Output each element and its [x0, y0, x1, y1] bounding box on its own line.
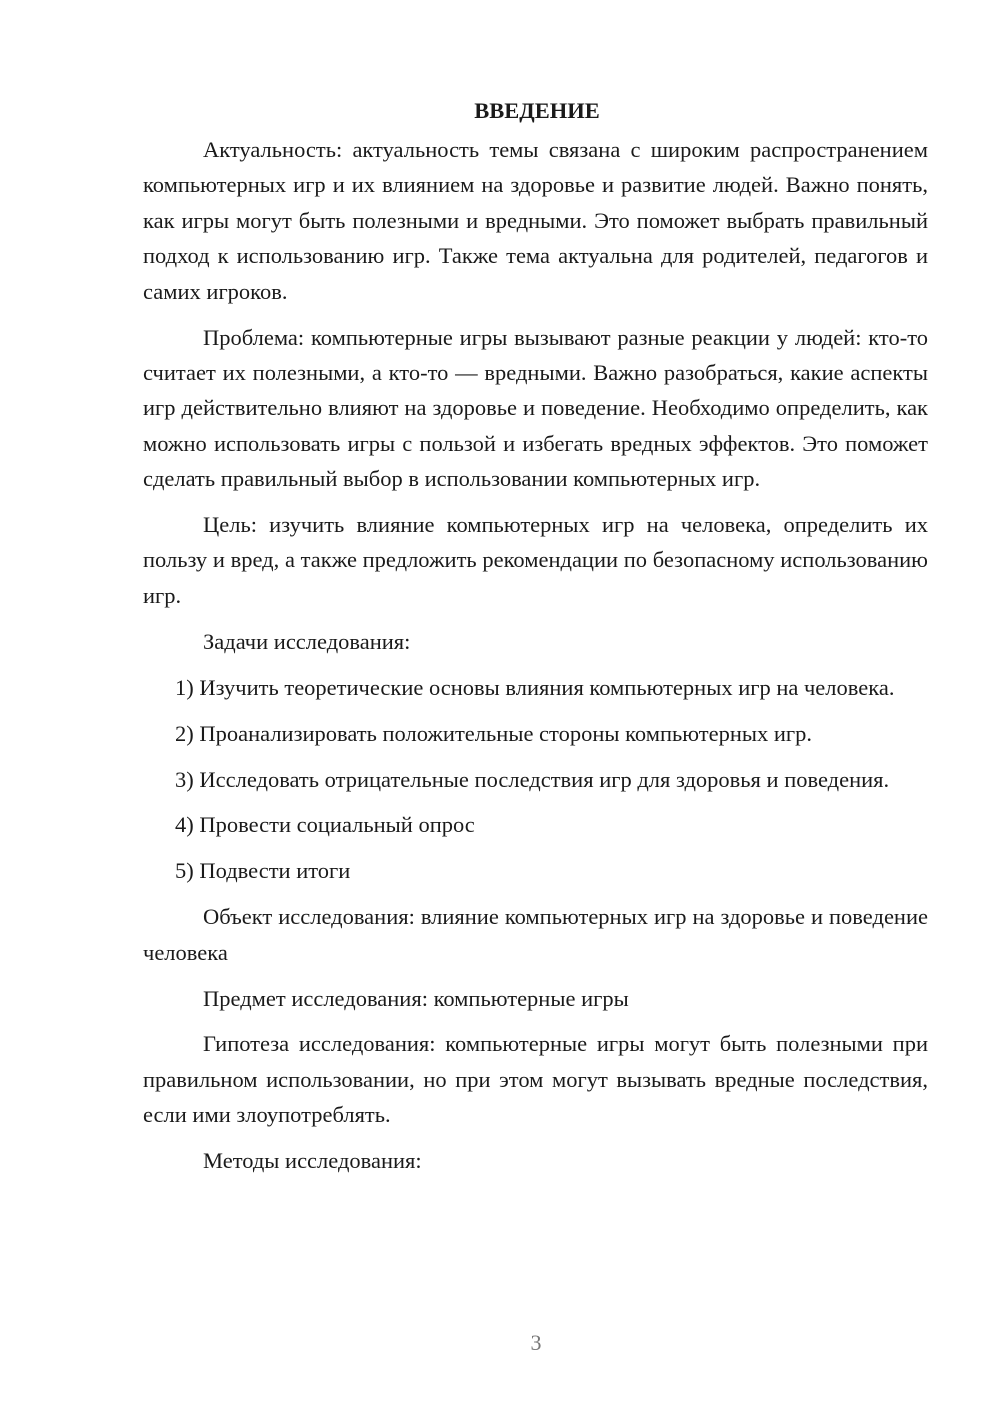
list-item-task-2: 2) Проанализировать положительные стороны компьютерных игр. [175, 720, 813, 746]
paragraph-relevance: Актуальность: актуальность темы связана с широким распространением компьютерных игр и их влиянием на здоровье и развитие людей. Важно понять, как игры могут быть полезными и вредными. Это поможет выбрать правильный подход к использованию игр. Также тема актуальна для родителей, педагогов и самих игроков. [143, 137, 928, 304]
list-item-task-3: 3) Исследовать отрицательные последствия игр для здоровья и поведения. [175, 766, 890, 792]
page-content [143, 94, 928, 1189]
paragraph-subject: Предмет исследования: компьютерные игры [203, 985, 629, 1011]
list-item-task-4: 4) Провести социальный опрос [175, 812, 475, 838]
paragraph-object: Объект исследования: влияние компьютерных игр на здоровье и поведение человека [143, 904, 928, 965]
section-title: ВВЕДЕНИЕ [474, 98, 600, 123]
paragraph-tasks-heading: Задачи исследования: [203, 628, 411, 654]
paragraph-methods: Методы исследования: [203, 1148, 422, 1174]
paragraph-goal: Цель: изучить влияние компьютерных игр на человека, определить их пользу и вред, а также предложить рекомендации по безопасному использованию игр. [143, 512, 928, 608]
page-number: 3 [530, 1330, 542, 1355]
paragraph-problem: Проблема: компьютерные игры вызывают разные реакции у людей: кто-то считает их полезными, а кто-то — вредными. Важно разобраться, какие аспекты игр действительно влияют на здоровье и поведение. Необходимо определить, как можно использовать игры с пользой и избегать вредных эффектов. Это поможет сделать правильный выбор в использовании компьютерных игр. [143, 324, 928, 492]
list-item-task-1: 1) Изучить теоретические основы влияния компьютерных игр на человека. [175, 674, 895, 700]
list-item-task-5: 5) Подвести итоги [175, 858, 351, 884]
paragraph-hypothesis: Гипотеза исследования: компьютерные игры могут быть полезными при правильном использовании, но при этом могут вызывать вредные последствия, если ими злоупотреблять. [143, 1031, 928, 1128]
